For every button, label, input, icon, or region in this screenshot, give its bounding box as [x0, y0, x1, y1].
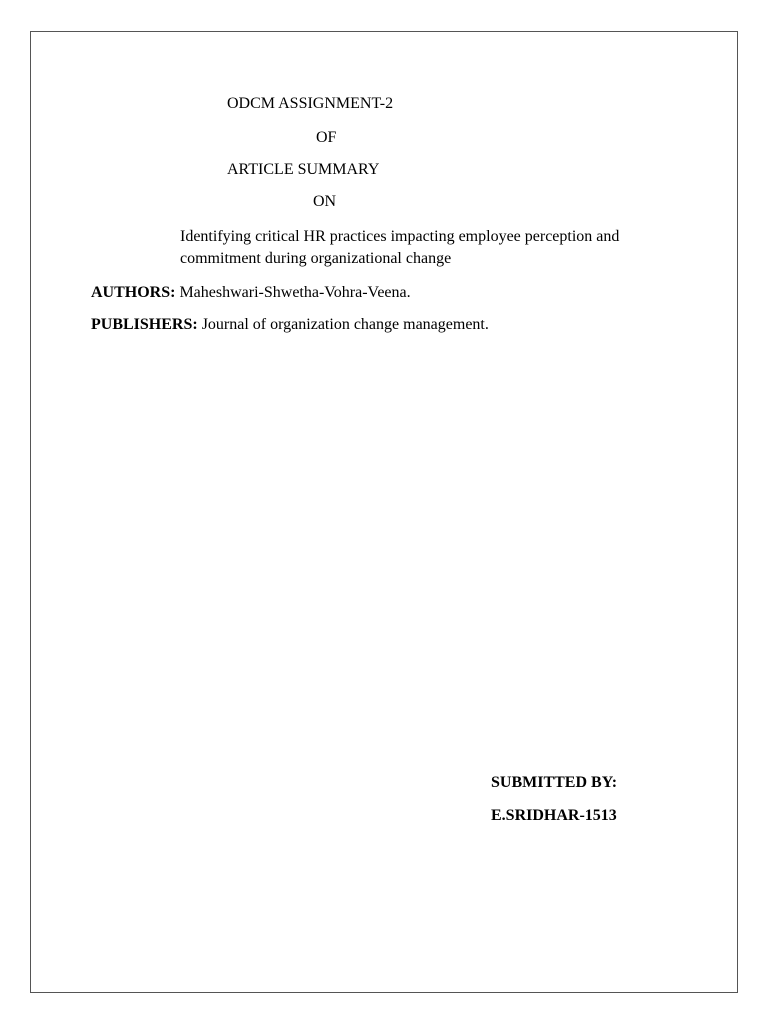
title-on-connector: ON	[313, 193, 337, 210]
authors-value: Maheshwari-Shwetha-Vohra-Veena.	[179, 284, 411, 301]
page-border	[30, 31, 738, 993]
publishers-value: Journal of organization change management.	[201, 316, 489, 333]
authors-row	[91, 283, 411, 302]
submitter-name: E.SRIDHAR-1513	[491, 807, 617, 824]
submitted-by-label: SUBMITTED BY:	[491, 774, 618, 791]
article-title: Identifying critical HR practices impacting employee perception and commitment during organizational change	[180, 228, 620, 267]
publishers-row	[91, 315, 489, 334]
publishers-label: PUBLISHERS:	[91, 316, 202, 333]
assignment-title: ODCM ASSIGNMENT-2	[227, 95, 394, 112]
title-of-connector: OF	[316, 129, 337, 146]
authors-label: AUTHORS:	[91, 284, 180, 301]
summary-title: ARTICLE SUMMARY	[227, 161, 380, 178]
